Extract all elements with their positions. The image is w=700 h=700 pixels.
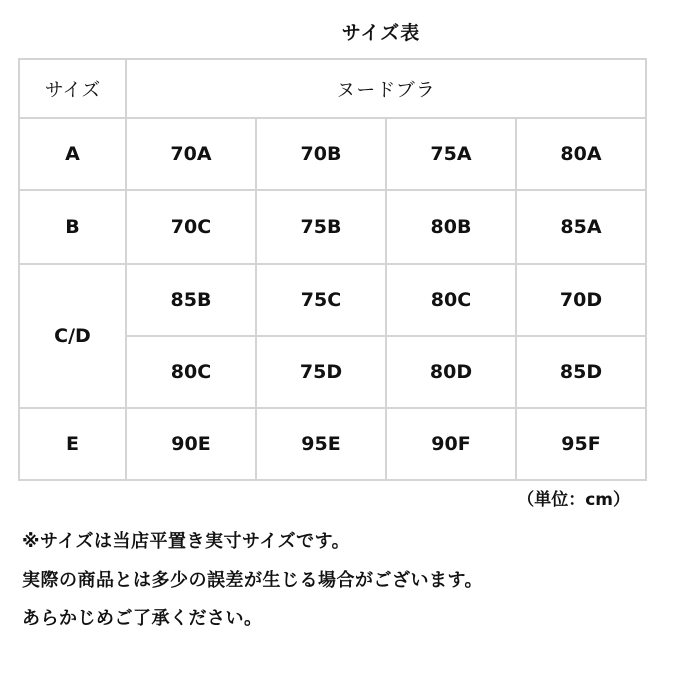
unit-note: （単位：cm）	[517, 490, 630, 510]
table-cell: 70A	[126, 118, 256, 190]
table-cell: 70B	[256, 118, 386, 190]
table-cell: 80B	[386, 190, 516, 264]
size-table	[18, 58, 647, 481]
note-line-3: あらかじめご了承ください。	[22, 608, 263, 629]
row-size-label: E	[19, 408, 126, 480]
row-size-label: A	[19, 118, 126, 190]
table-cell: 85A	[516, 190, 646, 264]
note-line-2: 実際の商品とは多少の誤差が生じる場合がございます。	[22, 570, 484, 591]
table-cell: 85B	[126, 264, 256, 336]
table-cell: 75D	[256, 336, 386, 408]
row-size-label: C/D	[19, 264, 126, 408]
header-size: サイズ	[19, 59, 126, 118]
header-product: ヌードブラ	[126, 59, 646, 118]
table-cell: 95F	[516, 408, 646, 480]
row-size-label: B	[19, 190, 126, 264]
table-row	[19, 408, 646, 480]
table-cell: 80C	[126, 336, 256, 408]
table-cell: 80D	[386, 336, 516, 408]
table-cell: 70C	[126, 190, 256, 264]
table-cell: 80A	[516, 118, 646, 190]
table-cell: 85D	[516, 336, 646, 408]
table-cell: 90E	[126, 408, 256, 480]
table-row	[19, 190, 646, 264]
table-cell: 75C	[256, 264, 386, 336]
table-cell: 75B	[256, 190, 386, 264]
table-cell: 90F	[386, 408, 516, 480]
table-cell: 95E	[256, 408, 386, 480]
table-row	[19, 264, 646, 336]
page-title: サイズ表	[341, 22, 421, 44]
table-cell: 75A	[386, 118, 516, 190]
table-row	[19, 118, 646, 190]
note-line-1: ※サイズは当店平置き実寸サイズです。	[22, 531, 351, 552]
table-cell: 80C	[386, 264, 516, 336]
table-cell: 70D	[516, 264, 646, 336]
table-header-row	[19, 59, 646, 118]
